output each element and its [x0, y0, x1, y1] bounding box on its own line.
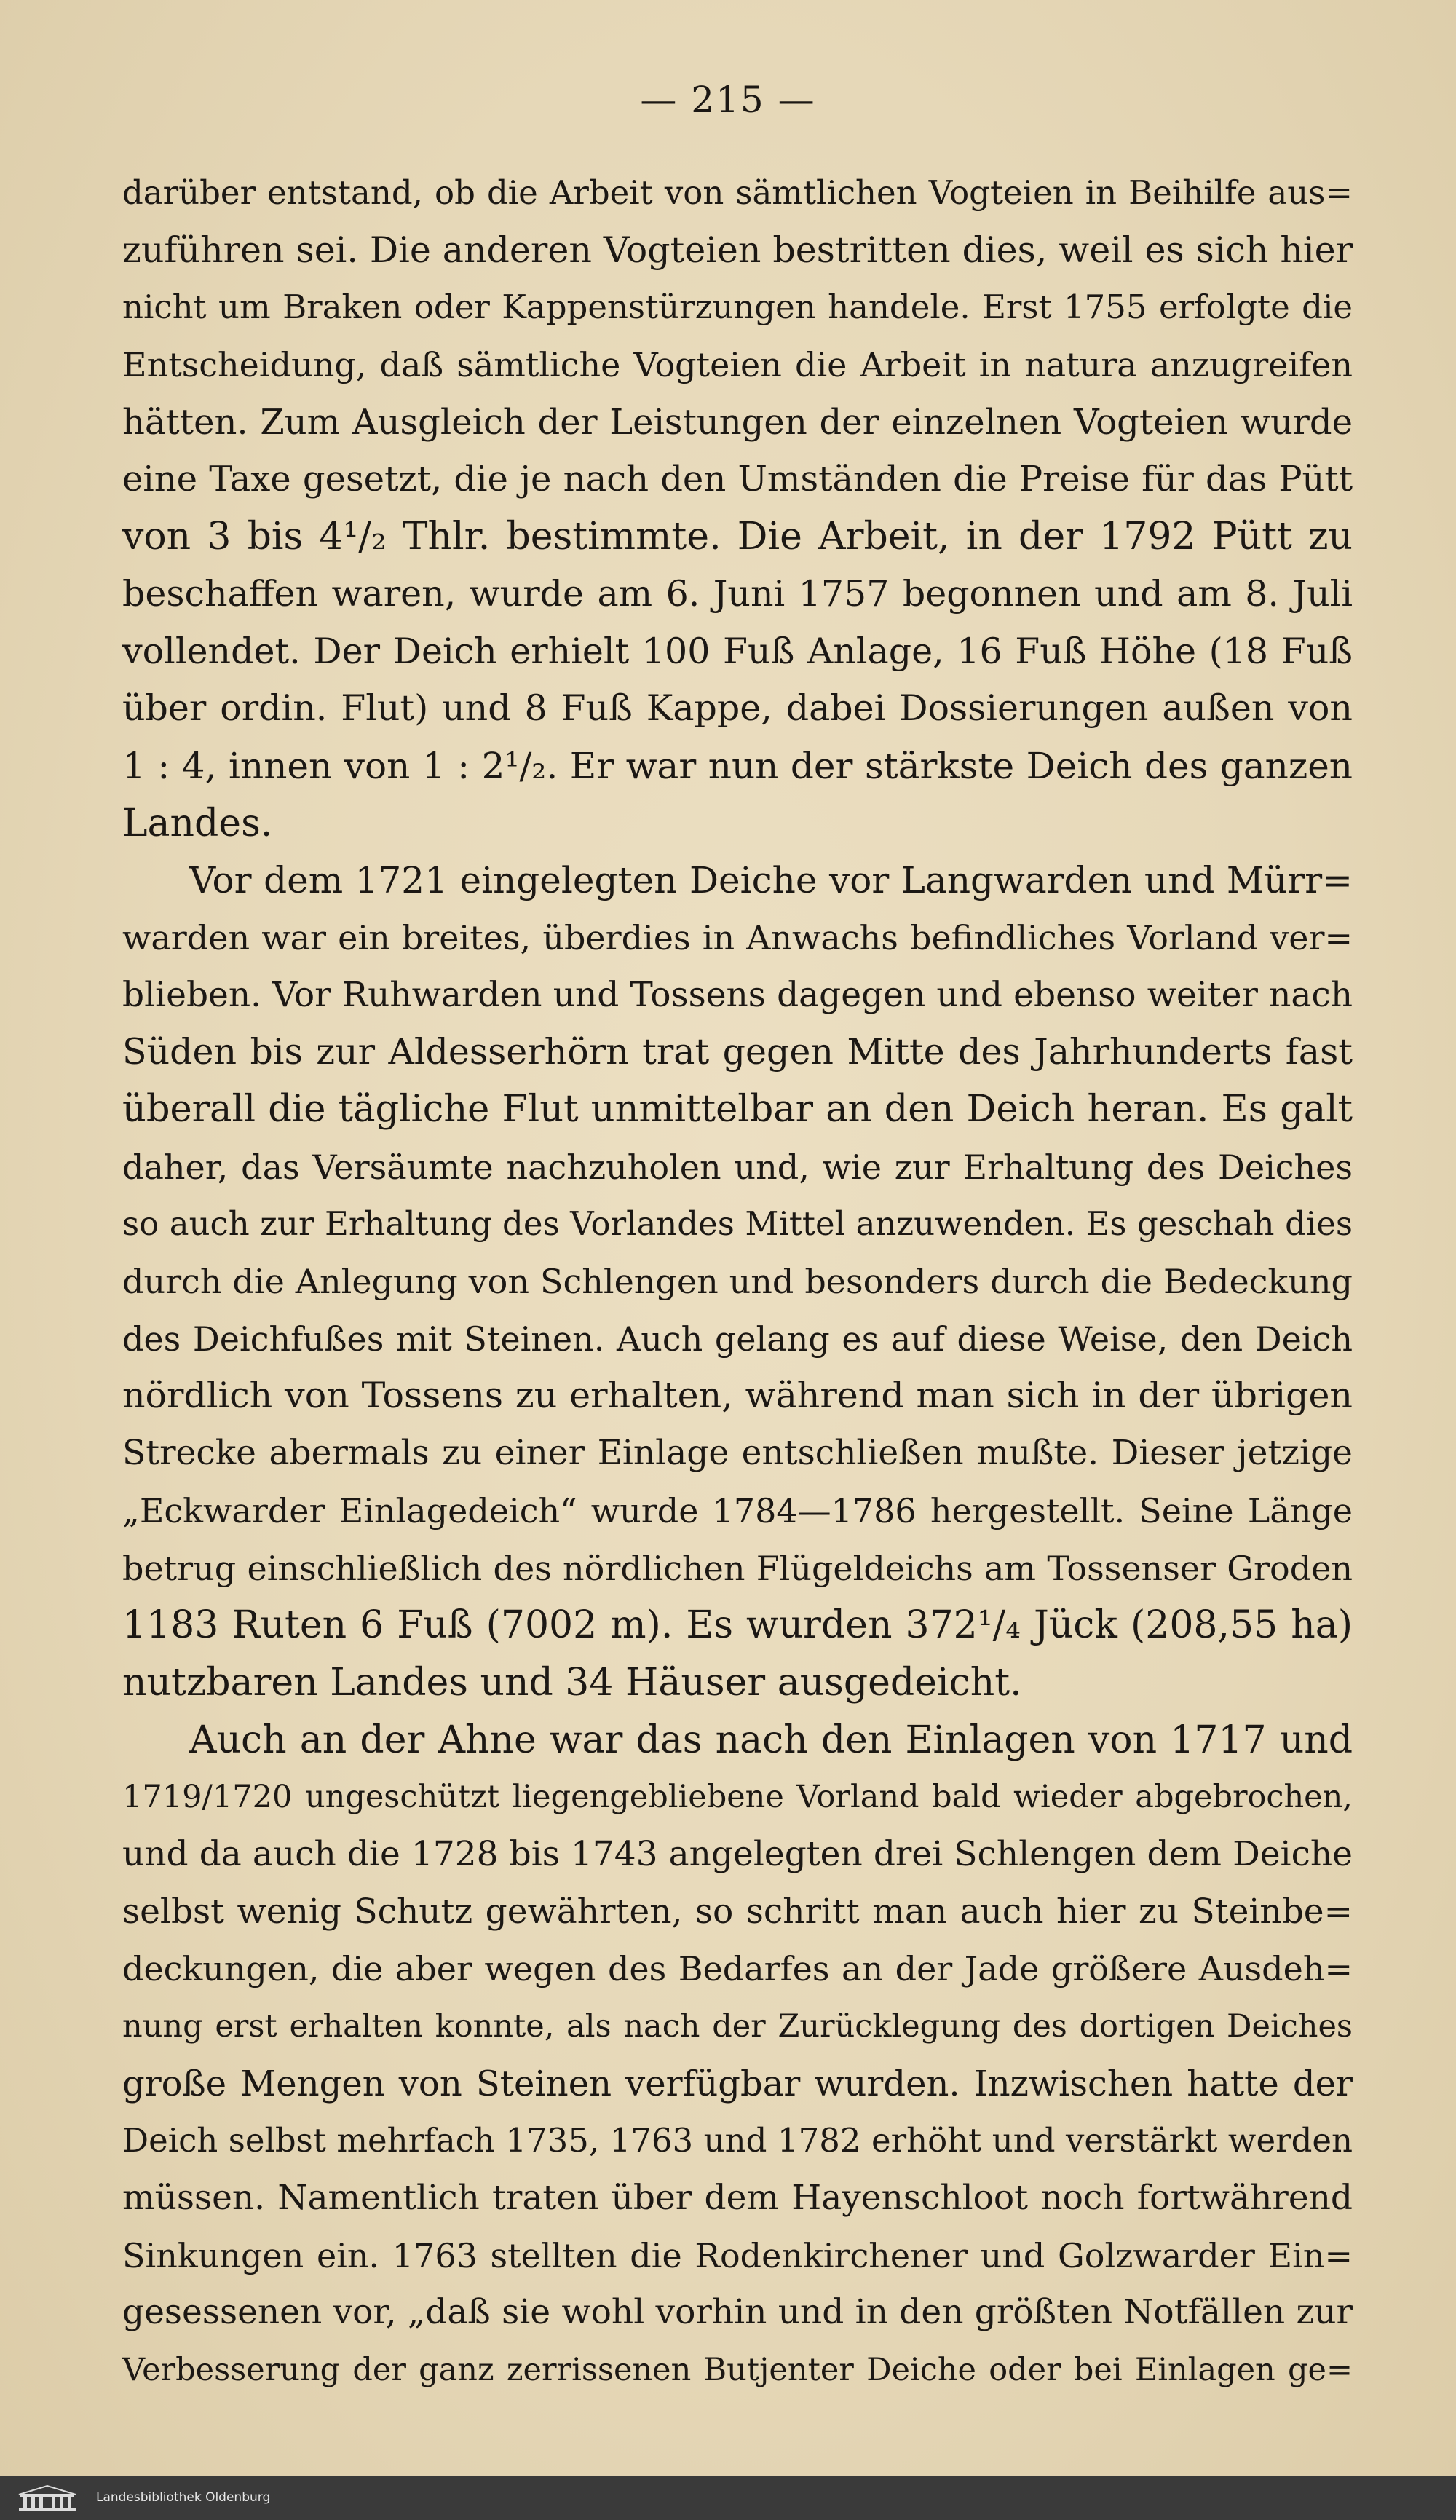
text-line: über ordin. Flut) und 8 Fuß Kappe, dabei Dossierungen außen von [122, 687, 1353, 730]
footer-library-name: Landesbibliothek Oldenburg [96, 2490, 271, 2505]
text-line: Verbesserung der ganz zerrissenen Butjenter Deiche oder bei Einlagen ge= [122, 2352, 1353, 2389]
page-number: — 215 — [640, 79, 816, 121]
text-line: betrug einschließlich des nördlichen Flügeldeichs am Tossenser Groden [122, 1548, 1353, 1588]
text-line: vollendet. Der Deich erhielt 100 Fuß Anlage, 16 Fuß Höhe (18 Fuß [122, 630, 1353, 672]
text-line: blieben. Vor Ruhwarden und Tossens dagegen und ebenso weiter nach [122, 974, 1353, 1015]
text-line: Sinkungen ein. 1763 stellten die Rodenkirchener und Golzwarder Ein= [122, 2235, 1353, 2275]
text-line: Auch an der Ahne war das nach den Einlagen von 1717 und [189, 1718, 1353, 1762]
text-line: 1719/1720 ungeschützt liegengebliebene Vorland bald wieder abgebrochen, [122, 1779, 1353, 1816]
text-line: von 3 bis 4¹/₂ Thlr. bestimmte. Die Arbeit, in der 1792 Pütt zu [122, 515, 1353, 559]
text-line: gesessenen vor, „daß sie wohl vorhin und in den größten Notfällen zur [122, 2292, 1353, 2333]
footer-bar [0, 2476, 1456, 2520]
text-line: 1 : 4, innen von 1 : 2¹/₂. Er war nun der stärkste Deich des ganzen [122, 744, 1353, 787]
text-line: Vor dem 1721 eingelegten Deiche vor Langwarden und Mürr= [189, 859, 1353, 902]
text-line: darüber entstand, ob die Arbeit von sämtlichen Vogteien in Beihilfe aus= [122, 173, 1353, 212]
text-line: zuführen sei. Die anderen Vogteien bestritten dies, weil es sich hier [122, 229, 1353, 271]
text-line: nicht um Braken oder Kappenstürzungen handele. Erst 1755 erfolgte die [122, 288, 1353, 327]
text-line: Entscheidung, daß sämtliche Vogteien die Arbeit in natura anzugreifen [122, 345, 1353, 385]
text-line: nung erst erhalten konnte, als nach der Zurücklegung des dortigen Deiches [122, 2008, 1353, 2045]
text-line: große Mengen von Steinen verfügbar wurden. Inzwischen hatte der [122, 2063, 1353, 2104]
text-line: Strecke abermals zu einer Einlage entschließen mußte. Dieser jetzige [122, 1433, 1353, 1474]
text-line: so auch zur Erhaltung des Vorlandes Mittel anzuwenden. Es geschah dies [122, 1204, 1353, 1244]
text-line: müssen. Namentlich traten über dem Hayenschloot noch fortwährend [122, 2178, 1353, 2219]
text-line: 1183 Ruten 6 Fuß (7002 m). Es wurden 372¹/₄ Jück (208,55 ha) [122, 1603, 1353, 1648]
text-line: nördlich von Tossens zu erhalten, während man sich in der übrigen [122, 1375, 1353, 1417]
text-line: durch die Anlegung von Schlengen und besonders durch die Bedeckung [122, 1262, 1353, 1302]
text-line: selbst wenig Schutz gewährten, so schritt man auch hier zu Steinbe= [122, 1891, 1353, 1932]
text-line: nutzbaren Landes und 34 Häuser ausgedeicht. [122, 1660, 1022, 1705]
text-line: eine Taxe gesetzt, die je nach den Umständen die Preise für das Pütt [122, 459, 1353, 500]
text-line: überall die tägliche Flut unmittelbar an den Deich heran. Es galt [122, 1088, 1353, 1131]
text-line: Deich selbst mehrfach 1735, 1763 und 1782 erhöht und verstärkt werden [122, 2121, 1353, 2160]
text-line: beschaffen waren, wurde am 6. Juni 1757 begonnen und am 8. Juli [122, 572, 1353, 615]
library-building-icon [16, 2484, 79, 2512]
text-line: des Deichfußes mit Steinen. Auch gelang es auf diese Weise, den Deich [122, 1319, 1353, 1359]
text-line: deckungen, die aber wegen des Bedarfes an der Jade größere Ausdeh= [122, 1949, 1353, 1989]
text-line: hätten. Zum Ausgleich der Leistungen der einzelnen Vogteien wurde [122, 401, 1353, 443]
text-line: warden war ein breites, überdies in Anwachs befindliches Vorland ver= [122, 917, 1353, 957]
text-line: Landes. [122, 801, 273, 845]
text-line: daher, das Versäumte nachzuholen und, wie zur Erhaltung des Deiches [122, 1147, 1353, 1187]
text-line: und da auch die 1728 bis 1743 angelegten drei Schlengen dem Deiche [122, 1833, 1353, 1874]
text-line: „Eckwarder Einlagedeich“ wurde 1784—1786 hergestellt. Seine Länge [122, 1490, 1353, 1530]
body-text [122, 165, 1353, 2399]
text-line: Süden bis zur Aldesserhörn trat gegen Mitte des Jahrhunderts fast [122, 1031, 1353, 1073]
